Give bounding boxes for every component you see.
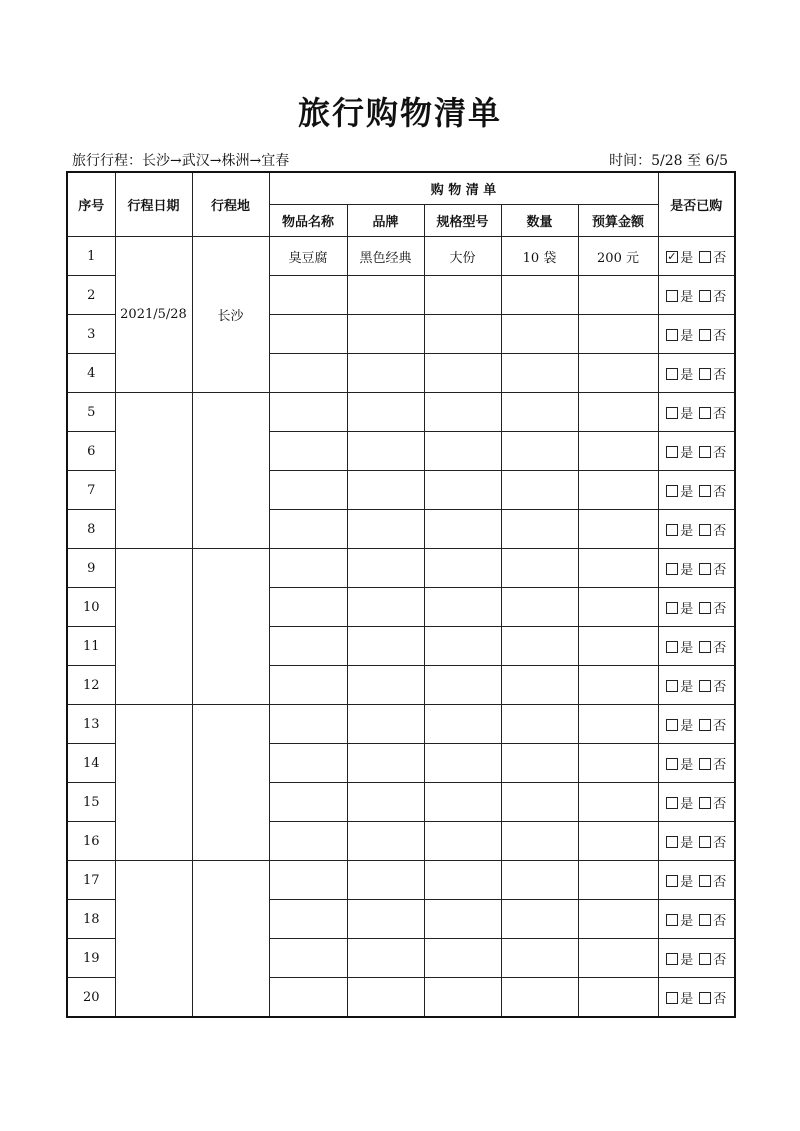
budget-cell[interactable] <box>578 939 658 978</box>
purchased-no-checkbox[interactable] <box>699 598 726 617</box>
empty-box-icon <box>666 329 678 341</box>
empty-box-icon <box>699 407 711 419</box>
row-index: 13 <box>67 705 115 744</box>
yes-label: 是 <box>680 718 694 734</box>
purchased-cell <box>658 783 735 822</box>
empty-box-icon <box>666 836 678 848</box>
purchased-yes-checkbox[interactable] <box>666 403 693 422</box>
yes-label: 是 <box>680 445 694 461</box>
empty-box-icon <box>699 329 711 341</box>
item-name-cell[interactable] <box>269 978 347 1018</box>
purchased-yes-checkbox[interactable] <box>666 676 693 695</box>
row-index: 12 <box>67 666 115 705</box>
budget-cell[interactable] <box>578 900 658 939</box>
quantity-cell[interactable] <box>501 510 578 549</box>
no-label: 否 <box>713 718 727 734</box>
purchased-cell <box>658 471 735 510</box>
quantity-cell[interactable] <box>501 588 578 627</box>
budget-cell[interactable] <box>578 744 658 783</box>
no-label: 否 <box>713 367 727 383</box>
trip-place-cell[interactable] <box>192 393 269 549</box>
purchased-yes-checkbox[interactable] <box>666 793 693 812</box>
purchased-no-checkbox[interactable] <box>699 910 726 929</box>
purchased-cell <box>658 393 735 432</box>
yes-label: 是 <box>680 796 694 812</box>
yes-label: 是 <box>680 757 694 773</box>
spec-cell[interactable] <box>424 822 501 861</box>
header-spec: 规格型号 <box>424 205 501 237</box>
purchased-no-checkbox[interactable] <box>699 871 726 890</box>
purchased-yes-checkbox[interactable] <box>666 598 693 617</box>
purchased-yes-checkbox[interactable] <box>666 520 693 539</box>
item-name-cell[interactable] <box>269 588 347 627</box>
yes-label: 是 <box>680 523 694 539</box>
spec-cell[interactable] <box>424 432 501 471</box>
empty-box-icon <box>666 641 678 653</box>
budget-cell[interactable] <box>578 510 658 549</box>
item-name-cell[interactable] <box>269 822 347 861</box>
purchased-cell <box>658 549 735 588</box>
quantity-cell[interactable] <box>501 627 578 666</box>
row-index: 6 <box>67 432 115 471</box>
yes-label: 是 <box>680 250 694 266</box>
brand-cell[interactable] <box>347 315 424 354</box>
item-name-cell[interactable] <box>269 549 347 588</box>
no-label: 否 <box>713 523 727 539</box>
no-label: 否 <box>713 289 727 305</box>
purchased-no-checkbox[interactable] <box>699 676 726 695</box>
brand-cell[interactable] <box>347 588 424 627</box>
row-index: 4 <box>67 354 115 393</box>
item-name-cell[interactable] <box>269 783 347 822</box>
empty-box-icon <box>666 485 678 497</box>
budget-cell[interactable] <box>578 588 658 627</box>
quantity-cell[interactable] <box>501 666 578 705</box>
purchased-no-checkbox[interactable] <box>699 949 726 968</box>
purchased-no-checkbox[interactable] <box>699 403 726 422</box>
yes-label: 是 <box>680 367 694 383</box>
purchased-cell <box>658 666 735 705</box>
yes-label: 是 <box>680 952 694 968</box>
yes-label: 是 <box>680 640 694 656</box>
no-label: 否 <box>713 406 727 422</box>
spec-cell[interactable] <box>424 510 501 549</box>
purchased-cell <box>658 237 735 276</box>
purchased-no-checkbox[interactable] <box>699 286 726 305</box>
purchased-no-checkbox[interactable] <box>699 988 726 1007</box>
empty-box-icon <box>699 875 711 887</box>
item-name-cell[interactable] <box>269 861 347 900</box>
quantity-cell[interactable] <box>501 939 578 978</box>
empty-box-icon <box>666 914 678 926</box>
purchased-no-checkbox[interactable] <box>699 832 726 851</box>
budget-cell[interactable] <box>578 354 658 393</box>
empty-box-icon <box>699 719 711 731</box>
purchased-yes-checkbox[interactable] <box>666 871 693 890</box>
purchased-cell <box>658 588 735 627</box>
no-label: 否 <box>713 562 727 578</box>
spec-cell[interactable] <box>424 978 501 1018</box>
spec-cell[interactable] <box>424 705 501 744</box>
item-name-cell[interactable] <box>269 666 347 705</box>
purchased-cell <box>658 978 735 1018</box>
budget-cell[interactable] <box>578 705 658 744</box>
spec-cell[interactable]: 大份 <box>424 237 501 276</box>
quantity-cell[interactable] <box>501 705 578 744</box>
quantity-cell[interactable] <box>501 822 578 861</box>
purchased-yes-checkbox[interactable] <box>666 286 693 305</box>
brand-cell[interactable] <box>347 783 424 822</box>
row-index: 8 <box>67 510 115 549</box>
no-label: 否 <box>713 835 727 851</box>
trip-date-cell[interactable] <box>115 705 192 861</box>
purchased-cell <box>658 705 735 744</box>
trip-date-cell[interactable] <box>115 549 192 705</box>
purchased-cell <box>658 900 735 939</box>
row-index: 15 <box>67 783 115 822</box>
row-index: 14 <box>67 744 115 783</box>
row-index: 2 <box>67 276 115 315</box>
purchased-yes-checkbox[interactable] <box>666 832 693 851</box>
empty-box-icon <box>666 719 678 731</box>
budget-cell[interactable] <box>578 666 658 705</box>
header-brand: 品牌 <box>347 205 424 237</box>
no-label: 否 <box>713 679 727 695</box>
item-name-cell[interactable] <box>269 354 347 393</box>
row-index: 20 <box>67 978 115 1018</box>
header-index: 序号 <box>67 172 115 237</box>
yes-label: 是 <box>680 601 694 617</box>
yes-label: 是 <box>680 991 694 1007</box>
empty-box-icon <box>699 524 711 536</box>
item-name-cell[interactable] <box>269 315 347 354</box>
empty-box-icon <box>666 524 678 536</box>
item-name-cell[interactable] <box>269 939 347 978</box>
trip-place-cell[interactable] <box>192 861 269 1018</box>
brand-cell[interactable] <box>347 471 424 510</box>
purchased-cell <box>658 354 735 393</box>
quantity-cell[interactable] <box>501 315 578 354</box>
page-title: 旅行购物清单 <box>297 94 502 132</box>
table-row <box>67 861 735 900</box>
yes-label: 是 <box>680 406 694 422</box>
yes-label: 是 <box>680 328 694 344</box>
budget-cell[interactable] <box>578 315 658 354</box>
no-label: 否 <box>713 484 727 500</box>
budget-cell[interactable] <box>578 471 658 510</box>
item-name-cell[interactable] <box>269 393 347 432</box>
purchased-no-checkbox[interactable] <box>699 481 726 500</box>
purchased-cell <box>658 432 735 471</box>
spec-cell[interactable] <box>424 276 501 315</box>
purchased-no-checkbox[interactable] <box>699 559 726 578</box>
empty-box-icon <box>699 290 711 302</box>
spec-cell[interactable] <box>424 900 501 939</box>
header-purchased: 是否已购 <box>658 172 735 237</box>
trip-date-cell[interactable] <box>115 393 192 549</box>
item-name-cell[interactable] <box>269 471 347 510</box>
purchased-cell <box>658 861 735 900</box>
brand-cell[interactable] <box>347 393 424 432</box>
budget-cell[interactable] <box>578 822 658 861</box>
budget-cell[interactable] <box>578 549 658 588</box>
no-label: 否 <box>713 445 727 461</box>
purchased-no-checkbox[interactable] <box>699 364 726 383</box>
empty-box-icon <box>666 446 678 458</box>
purchased-no-checkbox[interactable] <box>699 793 726 812</box>
purchased-cell <box>658 822 735 861</box>
row-index: 9 <box>67 549 115 588</box>
empty-box-icon <box>666 368 678 380</box>
quantity-cell[interactable]: 10 袋 <box>501 237 578 276</box>
purchased-no-checkbox[interactable] <box>699 442 726 461</box>
time-range-text: 时间：5/28 至 6/5 <box>609 153 728 169</box>
empty-box-icon <box>699 563 711 575</box>
table-row <box>67 237 735 276</box>
itinerary-text: 旅行行程：长沙→武汉→株洲→宜春 <box>72 153 290 169</box>
shopping-list-table <box>66 171 736 1018</box>
item-name-cell[interactable] <box>269 627 347 666</box>
spec-cell[interactable] <box>424 315 501 354</box>
empty-box-icon <box>666 407 678 419</box>
purchased-no-checkbox[interactable] <box>699 715 726 734</box>
empty-box-icon <box>666 680 678 692</box>
purchased-cell <box>658 939 735 978</box>
table-row <box>67 705 735 744</box>
purchased-yes-checkbox[interactable] <box>666 247 693 266</box>
empty-box-icon <box>699 485 711 497</box>
purchased-cell <box>658 315 735 354</box>
purchased-yes-checkbox[interactable] <box>666 481 693 500</box>
item-name-cell[interactable] <box>269 276 347 315</box>
empty-box-icon <box>699 446 711 458</box>
trip-date-cell[interactable]: 2021/5/28 <box>115 237 192 393</box>
row-index: 5 <box>67 393 115 432</box>
brand-cell[interactable] <box>347 627 424 666</box>
table-row <box>67 393 735 432</box>
purchased-yes-checkbox[interactable] <box>666 988 693 1007</box>
purchased-yes-checkbox[interactable] <box>666 325 693 344</box>
header-item-name: 物品名称 <box>269 205 347 237</box>
no-label: 否 <box>713 250 727 266</box>
quantity-cell[interactable] <box>501 393 578 432</box>
brand-cell[interactable] <box>347 978 424 1018</box>
quantity-cell[interactable] <box>501 549 578 588</box>
header-quantity: 数量 <box>501 205 578 237</box>
purchased-yes-checkbox[interactable] <box>666 637 693 656</box>
purchased-no-checkbox[interactable] <box>699 247 726 266</box>
budget-cell[interactable] <box>578 276 658 315</box>
spec-cell[interactable] <box>424 549 501 588</box>
purchased-cell <box>658 510 735 549</box>
spec-cell[interactable] <box>424 354 501 393</box>
row-index: 17 <box>67 861 115 900</box>
empty-box-icon <box>666 992 678 1004</box>
quantity-cell[interactable] <box>501 783 578 822</box>
spec-cell[interactable] <box>424 783 501 822</box>
empty-box-icon <box>699 914 711 926</box>
row-index: 11 <box>67 627 115 666</box>
purchased-yes-checkbox[interactable] <box>666 442 693 461</box>
purchased-yes-checkbox[interactable] <box>666 910 693 929</box>
header-date: 行程日期 <box>115 172 192 237</box>
empty-box-icon <box>699 602 711 614</box>
yes-label: 是 <box>680 484 694 500</box>
empty-box-icon <box>666 875 678 887</box>
brand-cell[interactable] <box>347 510 424 549</box>
purchased-cell <box>658 744 735 783</box>
no-label: 否 <box>713 874 727 890</box>
empty-box-icon <box>666 797 678 809</box>
brand-cell[interactable] <box>347 549 424 588</box>
brand-cell[interactable] <box>347 666 424 705</box>
brand-cell[interactable] <box>347 354 424 393</box>
brand-cell[interactable] <box>347 861 424 900</box>
brand-cell[interactable] <box>347 900 424 939</box>
no-label: 否 <box>713 328 727 344</box>
brand-cell[interactable] <box>347 705 424 744</box>
no-label: 否 <box>713 601 727 617</box>
empty-box-icon <box>699 368 711 380</box>
quantity-cell[interactable] <box>501 354 578 393</box>
row-index: 18 <box>67 900 115 939</box>
empty-box-icon <box>699 251 711 263</box>
yes-label: 是 <box>680 874 694 890</box>
empty-box-icon <box>666 290 678 302</box>
purchased-no-checkbox[interactable] <box>699 637 726 656</box>
purchased-cell <box>658 276 735 315</box>
yes-label: 是 <box>680 562 694 578</box>
spec-cell[interactable] <box>424 393 501 432</box>
item-name-cell[interactable] <box>269 744 347 783</box>
brand-cell[interactable] <box>347 744 424 783</box>
purchased-yes-checkbox[interactable] <box>666 364 693 383</box>
trip-date-cell[interactable] <box>115 861 192 1018</box>
purchased-yes-checkbox[interactable] <box>666 949 693 968</box>
brand-cell[interactable] <box>347 939 424 978</box>
empty-box-icon <box>666 563 678 575</box>
spec-cell[interactable] <box>424 627 501 666</box>
yes-label: 是 <box>680 835 694 851</box>
budget-cell[interactable] <box>578 783 658 822</box>
quantity-cell[interactable] <box>501 744 578 783</box>
budget-cell[interactable] <box>578 861 658 900</box>
empty-box-icon <box>699 758 711 770</box>
budget-cell[interactable] <box>578 393 658 432</box>
no-label: 否 <box>713 913 727 929</box>
header-place: 行程地 <box>192 172 269 237</box>
purchased-no-checkbox[interactable] <box>699 520 726 539</box>
checked-box-icon <box>666 251 678 263</box>
no-label: 否 <box>713 640 727 656</box>
yes-label: 是 <box>680 913 694 929</box>
quantity-cell[interactable] <box>501 978 578 1018</box>
empty-box-icon <box>699 836 711 848</box>
item-name-cell[interactable]: 臭豆腐 <box>269 237 347 276</box>
item-name-cell[interactable] <box>269 510 347 549</box>
item-name-cell[interactable] <box>269 705 347 744</box>
no-label: 否 <box>713 757 727 773</box>
empty-box-icon <box>666 602 678 614</box>
purchased-no-checkbox[interactable] <box>699 754 726 773</box>
header-shopping-list: 购 物 清 单 <box>269 172 658 205</box>
brand-cell[interactable] <box>347 432 424 471</box>
row-index: 1 <box>67 237 115 276</box>
purchased-yes-checkbox[interactable] <box>666 754 693 773</box>
spec-cell[interactable] <box>424 861 501 900</box>
spec-cell[interactable] <box>424 666 501 705</box>
row-index: 10 <box>67 588 115 627</box>
purchased-yes-checkbox[interactable] <box>666 715 693 734</box>
trip-place-cell[interactable] <box>192 549 269 705</box>
brand-cell[interactable]: 黑色经典 <box>347 237 424 276</box>
spec-cell[interactable] <box>424 744 501 783</box>
empty-box-icon <box>699 797 711 809</box>
quantity-cell[interactable] <box>501 900 578 939</box>
item-name-cell[interactable] <box>269 900 347 939</box>
brand-cell[interactable] <box>347 822 424 861</box>
row-index: 7 <box>67 471 115 510</box>
quantity-cell[interactable] <box>501 861 578 900</box>
empty-box-icon <box>666 758 678 770</box>
table-row <box>67 549 735 588</box>
yes-label: 是 <box>680 289 694 305</box>
spec-cell[interactable] <box>424 471 501 510</box>
purchased-cell <box>658 627 735 666</box>
trip-place-cell[interactable] <box>192 705 269 861</box>
item-name-cell[interactable] <box>269 432 347 471</box>
empty-box-icon <box>699 641 711 653</box>
header-budget: 预算金额 <box>578 205 658 237</box>
row-index: 19 <box>67 939 115 978</box>
no-label: 否 <box>713 796 727 812</box>
no-label: 否 <box>713 991 727 1007</box>
empty-box-icon <box>666 953 678 965</box>
budget-cell[interactable] <box>578 978 658 1018</box>
empty-box-icon <box>699 953 711 965</box>
quantity-cell[interactable] <box>501 432 578 471</box>
no-label: 否 <box>713 952 727 968</box>
purchased-yes-checkbox[interactable] <box>666 559 693 578</box>
purchased-no-checkbox[interactable] <box>699 325 726 344</box>
brand-cell[interactable] <box>347 276 424 315</box>
quantity-cell[interactable] <box>501 276 578 315</box>
empty-box-icon <box>699 680 711 692</box>
quantity-cell[interactable] <box>501 471 578 510</box>
spec-cell[interactable] <box>424 939 501 978</box>
yes-label: 是 <box>680 679 694 695</box>
trip-place-cell[interactable]: 长沙 <box>192 237 269 393</box>
spec-cell[interactable] <box>424 588 501 627</box>
row-index: 16 <box>67 822 115 861</box>
budget-cell[interactable] <box>578 432 658 471</box>
empty-box-icon <box>699 992 711 1004</box>
row-index: 3 <box>67 315 115 354</box>
table-body <box>67 237 735 1018</box>
budget-cell[interactable] <box>578 627 658 666</box>
budget-cell[interactable]: 200 元 <box>578 237 658 276</box>
